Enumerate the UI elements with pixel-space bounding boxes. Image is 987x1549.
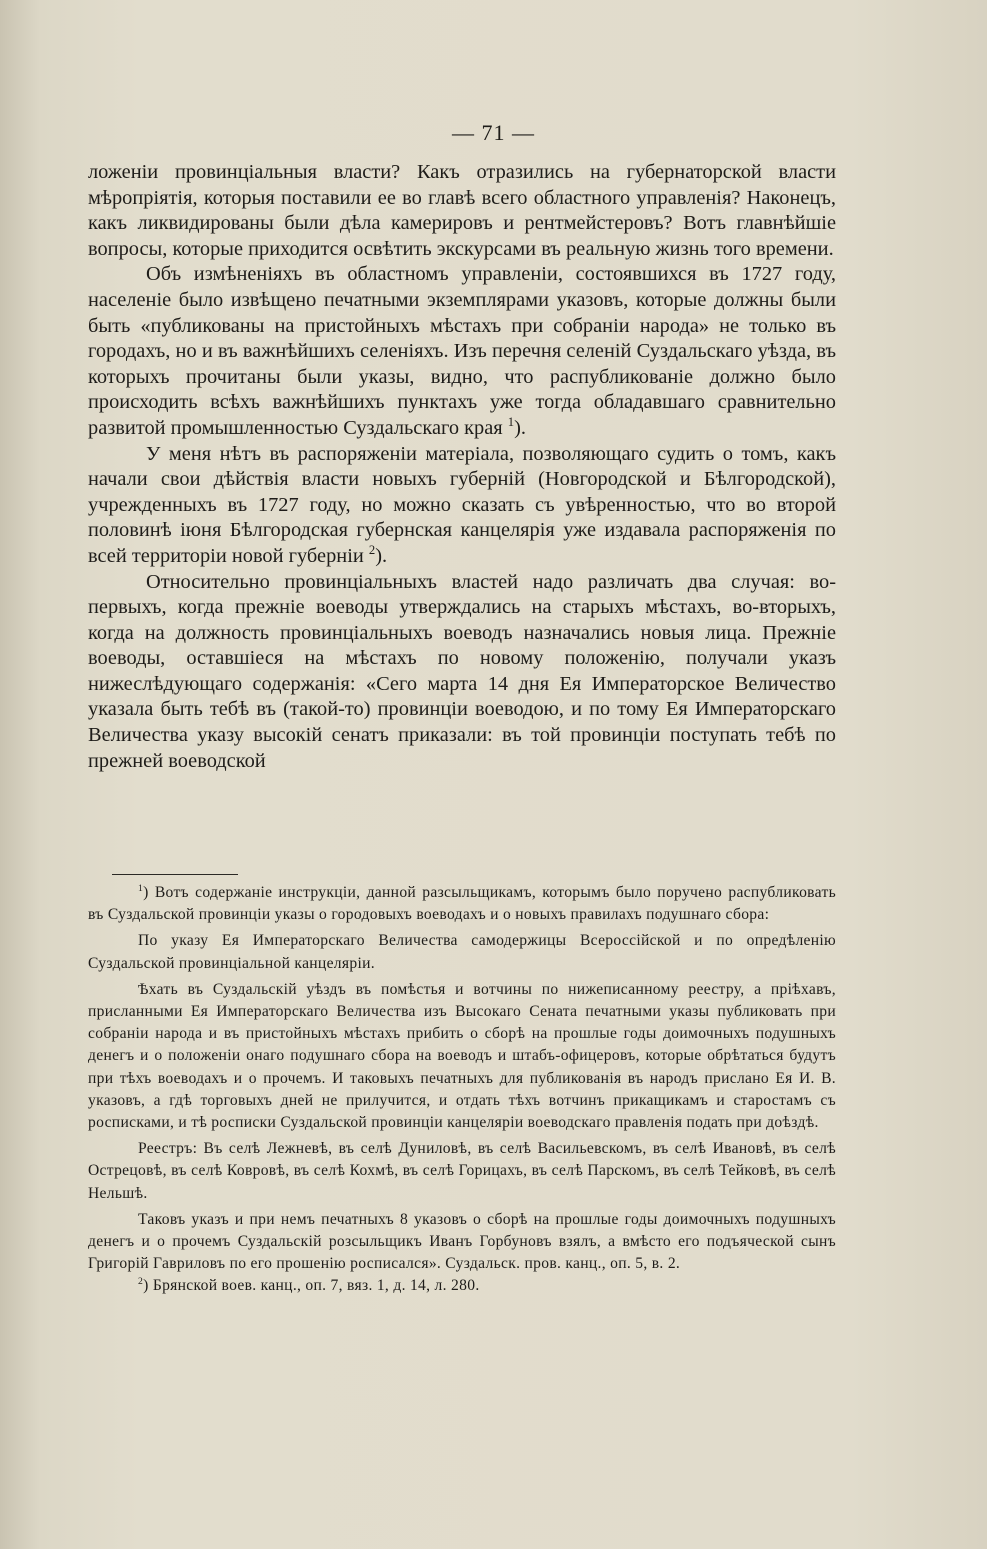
footnote-1-paragraph-5: Таковъ указъ и при немъ печатныхъ 8 указовъ о сборѣ на прошлые годы доимочныхъ подушныхъ денегъ и о прочемъ Суздальскій розсыльщикъ Иванъ Горбуновъ взялъ, а вмѣсто его подъяческой сынъ Григорій Гавриловъ по его прошенію росписался». Суздальск. пров. канц., оп. 5, в. 2. (88, 1210, 836, 1273)
paragraph-3-end: ). (375, 544, 388, 567)
footnote-1-text: ) Вотъ содержаніе инструкціи, данной разсыльщикамъ, которымъ было поручено распубликовать въ Суздальской провинціи указы о городовыхъ воеводахъ и о новыхъ правилахъ подушнаго сбора: (88, 884, 836, 924)
footnote-1-paragraph-4: Реестръ: Въ селѣ Лежневѣ, въ селѣ Дуниловѣ, въ селѣ Васильевскомъ, въ селѣ Ивановѣ, въ селѣ Острецовѣ, въ селѣ Ковровѣ, въ селѣ Кохмѣ, въ селѣ Горицахъ, въ селѣ Парскомъ, въ селѣ Тейковѣ, въ селѣ Нельшѣ. (88, 1140, 836, 1202)
footnote-divider (112, 874, 238, 875)
footnotes (88, 882, 836, 1298)
paragraph-2-end: ). (514, 416, 526, 439)
paragraph-3-text: У меня нѣтъ въ распоряженіи матеріала, позволяющаго судить о томъ, какъ начали свои дѣйствія власти новыхъ губерній (Новгородской и Бѣлгородской), учрежденныхъ въ 1727 году, но можно сказать съ увѣренностью, что во второй половинѣ іюня Бѣлгородская губернская канцелярія уже издавала распоряженія по всей территоріи новой губерніи (88, 442, 836, 567)
footnote-ref-2: 2 (368, 543, 376, 558)
main-text (88, 160, 836, 774)
footnote-1-paragraph-2: По указу Ея Императорскаго Величества самодержицы Всероссійской и по опредѣленію Суздальской провинціальной канцеляріи. (88, 932, 836, 972)
paragraph-2-text: Объ измѣненіяхъ въ областномъ управленіи, состоявшихся въ 1727 году, населеніе было извѣщено печатными экземплярами указовъ, которые должны были быть «публикованы на пристойныхъ мѣстахъ при собраніи народа» не только въ городахъ, но и въ важнѣйшихъ селеніяхъ. Изъ перечня селеній Суздальскаго уѣзда, въ которыхъ прочитаны были указы, видно, что распубликованіе должно было происходить всѣхъ важнѣйшихъ пунктахъ уже тогда обладавшаго сравнительно развитой промышленностью Суздальскаго края (88, 263, 836, 439)
paragraph-3 (88, 442, 836, 570)
footnote-2-text: ) Брянской воев. канц., оп. 7, вяз. 1, д. 14, л. 280. (143, 1277, 480, 1295)
footnote-ref-1: 1 (507, 415, 515, 430)
paragraph-2 (88, 262, 836, 441)
footnote-1-paragraph-3: Ѣхать въ Суздальскій уѣздъ въ помѣстья и вотчины по нижеписанному реестру, а пріѣхавъ, присланными Ея Императорскаго Величества изъ Высокаго Сената печатными указы публиковать при собраніи народа и въ пристойныхъ мѣстахъ прибить о сборѣ на прошлые годы доимочныхъ подушныхъ денегъ и о положеніи онаго подушнаго сбора на воеводъ и штабъ-офицеровъ, которые обрѣтаться будутъ при тѣхъ воеводахъ и о прочемъ. И таковыхъ печатныхъ для публикованія въ народъ прислано Ея И. В. указовъ, а гдѣ торговыхъ дней не прилучится, и отдать тѣхъ вотчинъ прикащикамъ и старостамъ съ росписками, и тѣ росписки Суздальской провинціи канцеляріи воеводскаго правленія подать при доѣздѣ. (88, 980, 836, 1132)
page-number: — 71 — (452, 120, 535, 145)
footnote-2-mark: 2 (138, 1276, 144, 1288)
footnote-1-mark: 1 (138, 883, 144, 895)
paragraph-1: ложеніи провинціальныя власти? Какъ отразились на губернаторской власти мѣропріятія, которыя поставили ее во главѣ всего областного управленія? Наконецъ, какъ ликвидированы были дѣла камерировъ и рентмейстеровъ? Вотъ главнѣйшіе вопросы, которые приходится освѣтить экскурсами въ реальную жизнь того времени. (88, 161, 836, 260)
footnote-1 (88, 882, 836, 926)
paragraph-4: Относительно провинціальныхъ властей надо различать два случая: во-первыхъ, когда прежніе воеводы утверждались на старыхъ мѣстахъ, во-вторыхъ, когда на должность провинціальныхъ воеводъ назначались новыя лица. Прежніе воеводы, оставшіеся на мѣстахъ по новому положенію, получали указъ нижеслѣдующаго содержанія: «Сего марта 14 дня Ея Императорское Величество указала быть тебѣ въ (такой-то) провинціи воеводою, и по тому Ея Императорскаго Величества указу высокій сенатъ приказали: въ той провинціи поступать тебѣ по прежней воеводской (88, 570, 836, 772)
footnote-2 (88, 1275, 836, 1297)
